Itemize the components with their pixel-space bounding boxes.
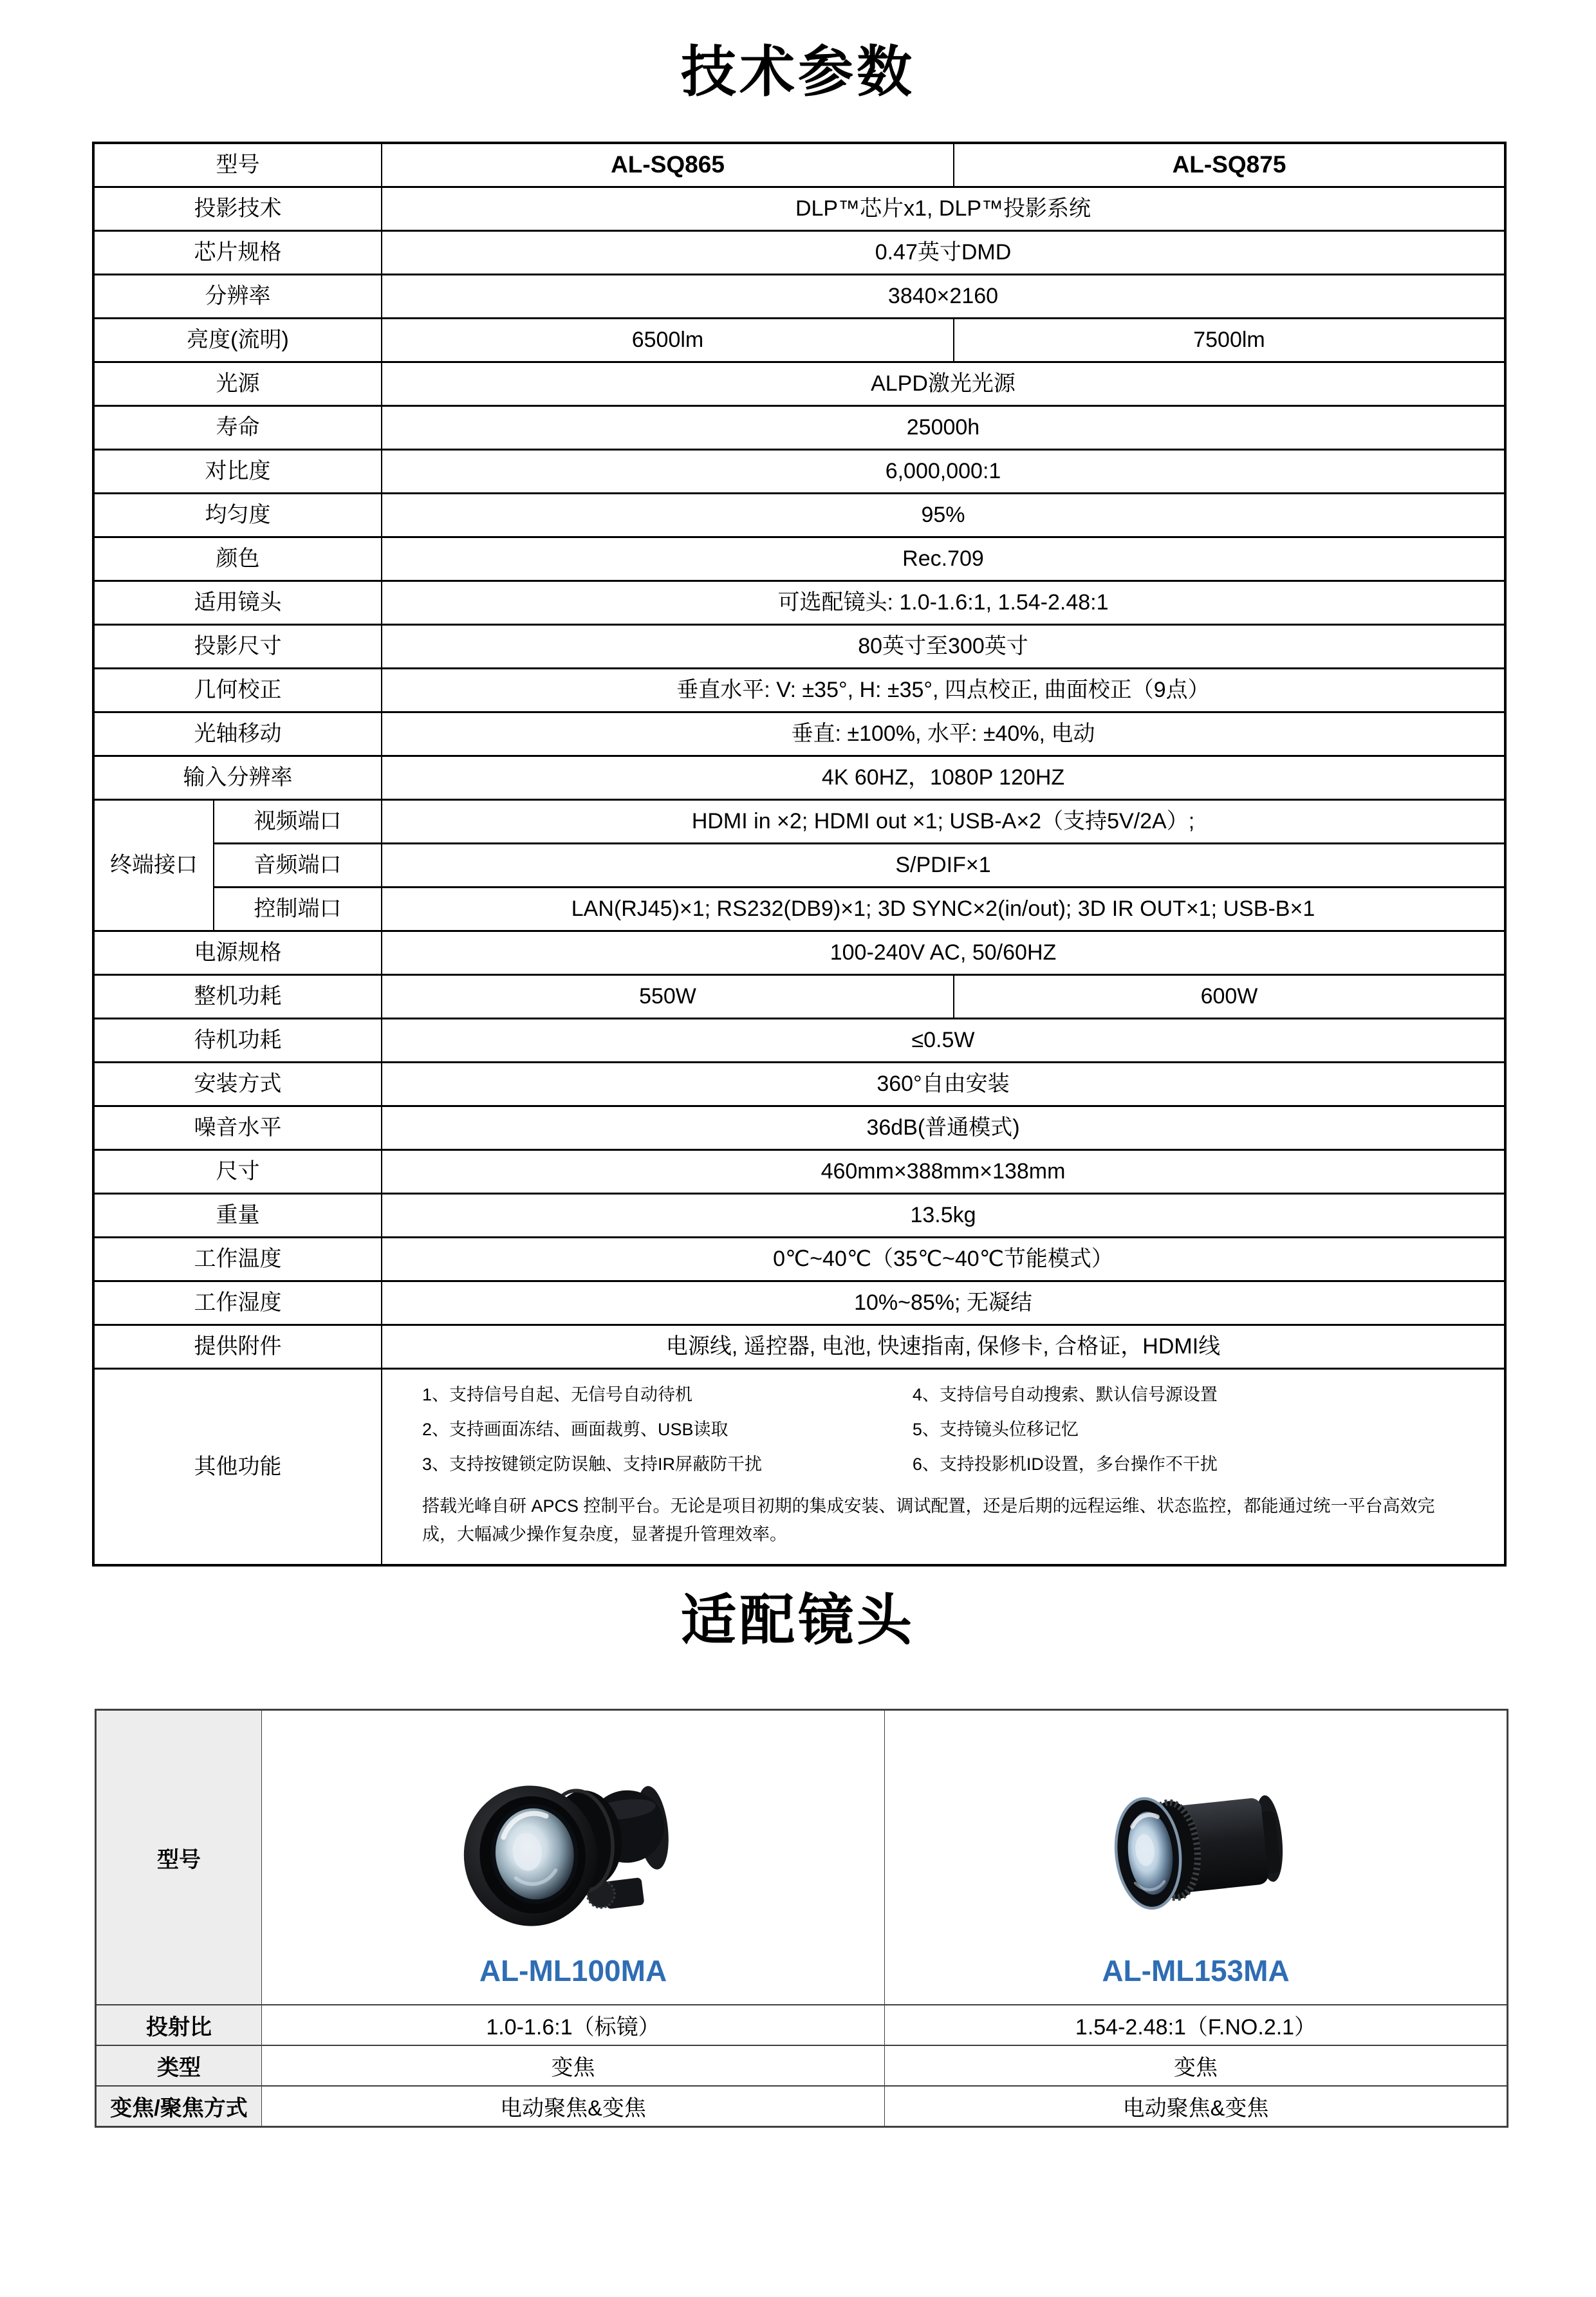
spec-label: 工作温度 [93, 1238, 382, 1281]
spec-sublabel: 控制端口 [214, 888, 382, 931]
spec-row [93, 406, 1505, 450]
spec-group-label: 终端接口 [93, 800, 214, 931]
spec-row [93, 1063, 1505, 1106]
features-cell [382, 1369, 1505, 1565]
spec-value: HDMI in ×2; HDMI out ×1; USB-A×2（支持5V/2A）; [382, 800, 1505, 844]
spec-value: DLP™芯片x1, DLP™投影系统 [382, 187, 1505, 231]
spec-value: 0.47英寸DMD [382, 231, 1505, 275]
spec-value: 垂直: ±100%, 水平: ±40%, 电动 [382, 712, 1505, 756]
spec-table-container [92, 142, 1507, 1567]
spec-row [93, 1106, 1505, 1150]
spec-label: 尺寸 [93, 1150, 382, 1194]
spec-section-title: 技术参数 [681, 41, 915, 103]
spec-value: 360°自由安装 [382, 1063, 1505, 1106]
spec-label: 光源 [93, 362, 382, 406]
lens-row [96, 2086, 1508, 2127]
spec-sublabel: 视频端口 [214, 800, 382, 844]
spec-label: 光轴移动 [93, 712, 382, 756]
spec-label: 寿命 [93, 406, 382, 450]
spec-row [93, 1238, 1505, 1281]
lens-value: 1.54-2.48:1（F.NO.2.1） [885, 2005, 1508, 2045]
spec-table [92, 142, 1507, 1567]
spec-row [93, 494, 1505, 537]
spec-value: S/PDIF×1 [382, 844, 1505, 888]
spec-row [93, 756, 1505, 800]
spec-label: 安装方式 [93, 1063, 382, 1106]
lens-photo-al-ml153ma [1080, 1768, 1312, 1929]
spec-label: 其他功能 [93, 1369, 382, 1565]
spec-row [93, 275, 1505, 319]
spec-row [93, 844, 1505, 888]
spec-value: 550W [382, 975, 954, 1019]
spec-value: AL-SQ875 [954, 143, 1505, 187]
lens-model-name-2: AL-ML153MA [1102, 1954, 1290, 1988]
lens-value: 1.0-1.6:1（标镜） [262, 2005, 885, 2045]
lens-photo-al-ml100ma [458, 1768, 689, 1929]
lens-model-name-1: AL-ML100MA [479, 1954, 667, 1988]
lens-value: 变焦 [885, 2045, 1508, 2086]
features-paragraph: 搭载光峰自研 APCS 控制平台。无论是项目初期的集成安装、调试配置，还是后期的远程运维、状态监控，都能通过统一平台高效完成，大幅减少操作复杂度，显著提升管理效率。 [422, 1496, 1435, 1544]
lens-cell-1 [262, 1710, 885, 2005]
spec-sublabel: 音频端口 [214, 844, 382, 888]
spec-value: 100-240V AC, 50/60HZ [382, 931, 1505, 975]
spec-row [93, 931, 1505, 975]
spec-value: 6,000,000:1 [382, 450, 1505, 494]
lens-row [96, 2045, 1508, 2086]
spec-row [93, 143, 1505, 187]
spec-row [93, 231, 1505, 275]
spec-label: 型号 [93, 143, 382, 187]
spec-label: 投影技术 [93, 187, 382, 231]
spec-row [93, 1369, 1505, 1565]
spec-label: 芯片规格 [93, 231, 382, 275]
spec-label: 几何校正 [93, 669, 382, 712]
lens-table-container [95, 1709, 1508, 2128]
lens-section-title: 适配镜头 [681, 1590, 915, 1651]
spec-value: 13.5kg [382, 1194, 1505, 1238]
spec-value: 4K 60HZ，1080P 120HZ [382, 756, 1505, 800]
lens-value: 电动聚焦&变焦 [885, 2086, 1508, 2127]
spec-row [93, 1194, 1505, 1238]
spec-value: 80英寸至300英寸 [382, 625, 1505, 669]
spec-row [93, 800, 1505, 844]
lens-table [95, 1709, 1508, 2128]
spec-row [93, 975, 1505, 1019]
lens-row-label: 类型 [96, 2045, 262, 2086]
lens-row-label: 投射比 [96, 2005, 262, 2045]
spec-value: 垂直水平: V: ±35°, H: ±35°, 四点校正, 曲面校正（9点） [382, 669, 1505, 712]
spec-label: 待机功耗 [93, 1019, 382, 1063]
feature-item: 6、支持投影机ID设置，多台操作不干扰 [912, 1455, 1218, 1474]
lens-value: 电动聚焦&变焦 [262, 2086, 885, 2127]
spec-row [93, 888, 1505, 931]
spec-label: 整机功耗 [93, 975, 382, 1019]
lens-model-row [96, 1710, 1508, 2005]
spec-value: 6500lm [382, 319, 954, 362]
spec-label: 噪音水平 [93, 1106, 382, 1150]
spec-row [93, 669, 1505, 712]
lens-value: 变焦 [262, 2045, 885, 2086]
feature-item: 3、支持按键锁定防误触、支持IR屏蔽防干扰 [422, 1455, 763, 1474]
spec-value: 10%~85%; 无凝结 [382, 1281, 1505, 1325]
spec-label: 颜色 [93, 537, 382, 581]
spec-row [93, 1150, 1505, 1194]
spec-row [93, 581, 1505, 625]
lens-cell-2 [885, 1710, 1508, 2005]
spec-row [93, 1325, 1505, 1369]
spec-label: 输入分辨率 [93, 756, 382, 800]
lens-row [96, 2005, 1508, 2045]
spec-label: 亮度(流明) [93, 319, 382, 362]
spec-value: 600W [954, 975, 1505, 1019]
feature-item: 5、支持镜头位移记忆 [912, 1420, 1079, 1440]
spec-value: LAN(RJ45)×1; RS232(DB9)×1; 3D SYNC×2(in/out); 3D IR OUT×1; USB-B×1 [382, 888, 1505, 931]
spec-label: 电源规格 [93, 931, 382, 975]
feature-item: 2、支持画面冻结、画面裁剪、USB读取 [422, 1420, 728, 1440]
spec-value: 7500lm [954, 319, 1505, 362]
spec-row [93, 187, 1505, 231]
spec-label: 提供附件 [93, 1325, 382, 1369]
spec-label: 工作湿度 [93, 1281, 382, 1325]
spec-row [93, 1019, 1505, 1063]
spec-row [93, 362, 1505, 406]
spec-label: 分辨率 [93, 275, 382, 319]
lens-model-label: 型号 [96, 1710, 262, 2005]
spec-value: 电源线, 遥控器, 电池, 快速指南, 保修卡, 合格证，HDMI线 [382, 1325, 1505, 1369]
spec-row [93, 712, 1505, 756]
spec-value: Rec.709 [382, 537, 1505, 581]
feature-item: 4、支持信号自动搜索、默认信号源设置 [912, 1385, 1218, 1404]
spec-value: 460mm×388mm×138mm [382, 1150, 1505, 1194]
spec-value: 95% [382, 494, 1505, 537]
features-column [913, 1382, 1465, 1477]
spec-label: 适用镜头 [93, 581, 382, 625]
spec-value: ≤0.5W [382, 1019, 1505, 1063]
spec-row [93, 319, 1505, 362]
spec-value: 0℃~40℃（35℃~40℃节能模式） [382, 1238, 1505, 1281]
spec-value: ALPD激光光源 [382, 362, 1505, 406]
spec-value: 25000h [382, 406, 1505, 450]
spec-row [93, 537, 1505, 581]
features-column [422, 1382, 913, 1477]
spec-value: 可选配镜头: 1.0-1.6:1, 1.54-2.48:1 [382, 581, 1505, 625]
feature-item: 1、支持信号自起、无信号自动待机 [422, 1385, 693, 1404]
spec-row [93, 450, 1505, 494]
spec-label: 对比度 [93, 450, 382, 494]
spec-label: 重量 [93, 1194, 382, 1238]
features-columns [422, 1382, 1465, 1477]
spec-row [93, 625, 1505, 669]
spec-value: 36dB(普通模式) [382, 1106, 1505, 1150]
spec-value: 3840×2160 [382, 275, 1505, 319]
spec-label: 均匀度 [93, 494, 382, 537]
spec-label: 投影尺寸 [93, 625, 382, 669]
spec-value: AL-SQ865 [382, 143, 954, 187]
lens-row-label: 变焦/聚焦方式 [96, 2086, 262, 2127]
spec-row [93, 1281, 1505, 1325]
